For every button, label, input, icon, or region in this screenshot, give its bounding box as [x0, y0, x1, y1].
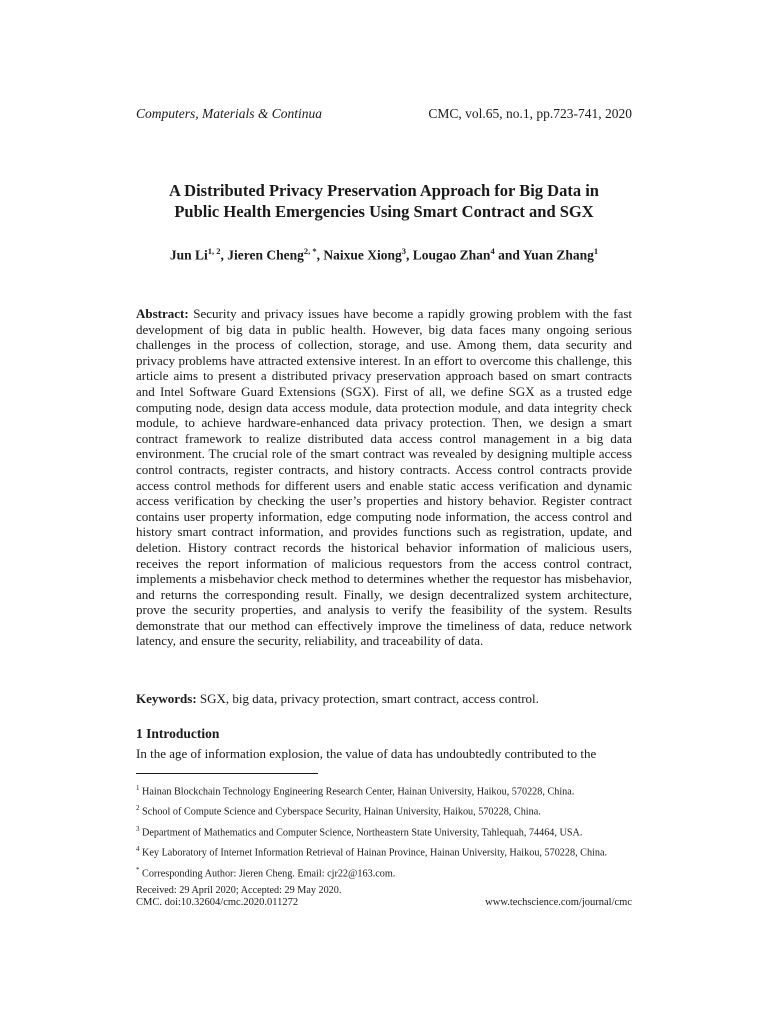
received-dates: Received: 29 April 2020; Accepted: 29 May 2020. [136, 884, 342, 896]
citation: CMC, vol.65, no.1, pp.723-741, 2020 [428, 106, 632, 121]
author: Yuan Zhang [522, 247, 594, 263]
author-separator: , [316, 247, 324, 263]
footnotes [136, 780, 632, 899]
author-affiliation: 2, * [303, 246, 317, 256]
author-affiliation: 4 [490, 246, 495, 256]
author-separator: , [406, 247, 413, 263]
paper-title [136, 180, 632, 222]
author-separator: , [220, 247, 228, 263]
keywords [136, 691, 632, 707]
footnote-mark: 1 [136, 784, 140, 792]
footnote-divider [136, 773, 318, 774]
keywords-label: Keywords: [136, 691, 197, 706]
abstract [136, 306, 632, 649]
author: Jun Li [169, 247, 208, 263]
footnote-mark: 3 [136, 824, 140, 833]
section-heading: 1 Introduction [136, 726, 220, 741]
footnote [136, 841, 632, 861]
author-affiliation: 3 [401, 246, 407, 256]
footnote-mark: 2 [136, 804, 140, 813]
footnote-mark: 4 [136, 845, 140, 854]
author-affiliation: 1 [593, 246, 599, 256]
footnote-mark: * [136, 865, 140, 874]
doi: CMC. doi:10.32604/cmc.2020.011272 [136, 897, 299, 908]
keywords-text: SGX, big data, privacy protection, smart contract, access control. [199, 691, 539, 706]
abstract-label: Abstract: [136, 306, 189, 321]
author-list [136, 246, 632, 264]
footnote [136, 780, 632, 800]
footnote-text: Department of Mathematics and Computer Science, Northeastern State University, Tahlequah, 74464, USA. [142, 827, 583, 839]
author: Lougao Zhan [412, 247, 491, 263]
author: Jieren Cheng [227, 247, 304, 263]
title-line-2: Public Health Emergencies Using Smart Contract and SGX [174, 202, 594, 221]
footnote-text: School of Compute Science and Cyberspace Security, Hainan University, Haikou, 570228, China. [142, 806, 541, 818]
abstract-text: Security and privacy issues have become a rapidly growing problem with the fast development of big data in public health. However, big data faces many ongoing serious challenges in the process of collection, storage, and use. Among them, data security and privacy problems have attracted extensive interest. In an effort to overcome this challenge, this article aims to present a distributed privacy preservation approach based on smart contracts and Intel Software Guard Extensions (SGX). First of all, we define SGX as a trusted edge computing node, design data access module, data protection module, and data integrity check module, to achieve hardware-enhanced data privacy protection. Then, we design a smart contract framework to realize distributed data access control management in a big data environment. The crucial role of the smart contract was revealed by designing multiple access control contracts, register contracts, and history contracts. Access control contracts provide access control methods for different users and enable static access verification and dynamic access verification by checking the user’s properties and history behavior. Register contract contains user property information, edge computing node information, the access control and history smart contract information, and provides functions such as registration, update, and deletion. History contract records the historical behavior information of malicious users, receives the report information of malicious requestors from the access control contract, implements a misbehavior check method to determines whether the requestor has misbehavior, and returns the corresponding result. Finally, we design decentralized system architecture, prove the security properties, and analysis to verify the feasibility of the system. Results demonstrate that our method can effectively improve the timeliness of data, reduce network latency, and ensure the security, reliability, and traceability of data. [136, 306, 633, 649]
author: Naixue Xiong [323, 247, 402, 263]
title-line-1: A Distributed Privacy Preservation Approach for Big Data in [169, 181, 599, 200]
footnote-text: Hainan Blockchain Technology Engineering Research Center, Hainan University, Haikou, 570228, China. [142, 786, 575, 798]
journal-url[interactable]: www.techscience.com/journal/cmc [485, 897, 632, 908]
journal-name: Computers, Materials & Continua [136, 106, 323, 121]
author-affiliation: 1, 2 [207, 246, 221, 256]
footnote-text: Corresponding Author: Jieren Cheng. Email: cjr22@163.com. [142, 867, 396, 879]
intro-text: In the age of information explosion, the value of data has undoubtedly contributed to the [136, 746, 597, 761]
footnote-text: Key Laboratory of Internet Information Retrieval of Hainan Province, Hainan University, Haikou, 570228, China. [142, 847, 608, 859]
author-separator: and [494, 247, 523, 263]
footnote [136, 800, 632, 820]
footnote [136, 862, 632, 882]
footnote [136, 821, 632, 841]
